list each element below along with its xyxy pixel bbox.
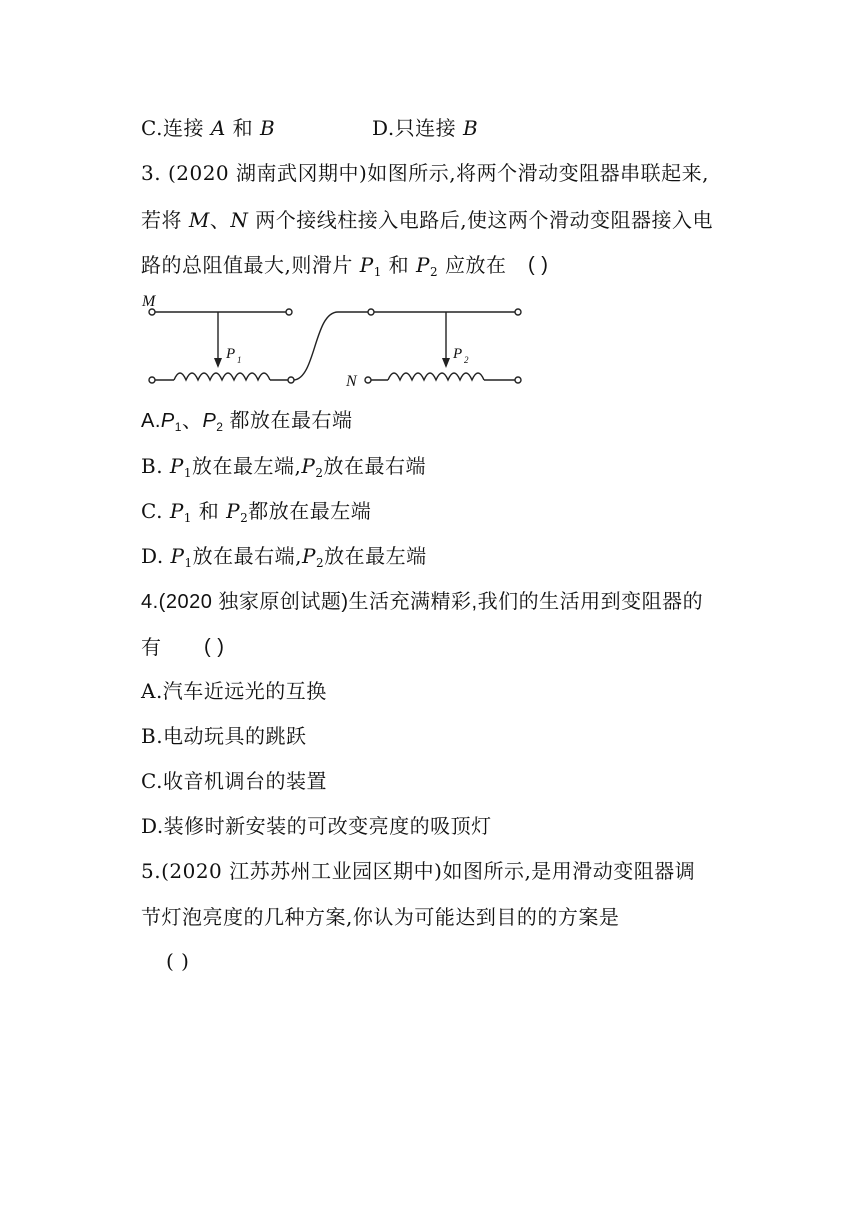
q3-option-c	[141, 498, 371, 524]
q3-option-d-p1: P	[170, 544, 185, 568]
label-p2-sub: 2	[464, 355, 469, 365]
q3-line2-sep: 、	[209, 208, 231, 232]
q3-option-c-prefix: C.	[141, 499, 170, 523]
q2-option-c-prefix: C.连接	[141, 116, 211, 140]
left-coil-left-terminal	[149, 377, 155, 383]
q3-stem-line3	[141, 252, 507, 278]
right-rheostat-coil	[388, 373, 484, 380]
q2-options-row	[141, 115, 275, 141]
q2-option-d	[372, 115, 478, 141]
right-coil-right-terminal	[515, 377, 521, 383]
q3-option-d-prefix: D.	[141, 544, 171, 568]
q3-var-p1: P	[359, 253, 374, 277]
q3-answer-paren: ( )	[528, 254, 549, 276]
q3-option-c-mid: 和	[198, 499, 227, 523]
q2-option-d-var-b: B	[463, 116, 479, 140]
q3-var-p2-sub: 2	[430, 265, 439, 279]
q4-option-c: C.收音机调台的装置	[141, 769, 327, 793]
q2-option-c-var-b: B	[259, 116, 276, 140]
q2-option-d-prefix: D.只连接	[372, 116, 464, 140]
right-bar-right-terminal	[515, 309, 521, 315]
q3-var-p1-sub: 1	[373, 265, 382, 279]
q3-option-a-p1-sub: 1	[174, 420, 182, 434]
q3-option-b-mid: 放在最左端,	[192, 454, 302, 478]
q3-var-p2: P	[416, 253, 431, 277]
q3-stem-line1: 3. (2020 湖南武冈期中)如图所示,将两个滑动变阻器串联起来,	[141, 161, 710, 185]
q3-stem-line2	[141, 207, 713, 233]
left-coil-right-terminal	[288, 377, 294, 383]
label-p1: P	[226, 346, 236, 362]
q3-option-a-p2-sub: 2	[216, 420, 224, 434]
q4-stem-line2: 有	[141, 635, 162, 659]
slider-p1-arrowhead	[214, 358, 222, 368]
q3-option-a-rest: 都放在最右端	[223, 410, 353, 432]
label-n: N	[346, 373, 357, 390]
q3-option-b	[141, 453, 426, 479]
q3-option-c-p2: P	[226, 499, 241, 523]
q4-option-a: A.汽车近远光的互换	[141, 679, 327, 703]
q3-option-b-prefix: B.	[141, 454, 170, 478]
q3-option-a-prefix: A.	[141, 410, 161, 432]
q3-option-c-p1-sub: 1	[183, 511, 192, 525]
left-rheostat-coil	[174, 373, 270, 380]
q3-line3-rest: 应放在	[438, 253, 507, 277]
q3-option-c-p2-sub: 2	[240, 511, 249, 525]
q3-option-d-mid: 放在最右端,	[192, 544, 303, 568]
q3-option-b-p1-sub: 1	[183, 466, 193, 480]
right-bar-left-terminal	[368, 309, 374, 315]
q4-answer-paren: ( )	[204, 636, 225, 658]
q3-option-b-p2: P	[301, 454, 316, 478]
slider-p2-arrowhead	[442, 358, 450, 368]
q3-circuit-figure	[138, 290, 538, 394]
q3-line3-and: 和	[381, 253, 417, 277]
q5-stem-line1: 5.(2020 江苏苏州工业园区期中)如图所示,是用滑动变阻器调	[141, 859, 696, 883]
q3-line2-prefix: 若将	[141, 208, 189, 232]
q3-option-d-rest: 放在最左端	[324, 544, 427, 568]
q3-var-m: M	[188, 208, 210, 232]
label-m: M	[142, 293, 156, 310]
q4-option-b: B.电动玩具的跳跃	[141, 724, 307, 748]
label-p2: P	[453, 346, 463, 362]
terminal-n	[365, 377, 371, 383]
q3-option-b-p2-sub: 2	[315, 466, 324, 480]
q3-option-a-p1: P	[160, 410, 175, 432]
q3-option-d-p1-sub: 1	[184, 556, 193, 570]
q3-option-d-p2-sub: 2	[315, 556, 325, 570]
q3-option-c-rest: 都放在最左端	[248, 499, 372, 523]
q2-option-c-var-a: A	[210, 116, 226, 140]
q3-option-d-p2: P	[302, 544, 316, 568]
q4-option-d: D.装修时新安装的可改变亮度的吸顶灯	[141, 814, 492, 838]
q3-line3-prefix: 路的总阻值最大,则滑片	[141, 253, 360, 277]
q3-option-a-p2: P	[202, 410, 217, 432]
q4-stem-line1: 4.(2020 独家原创试题)生活充满精彩,我们的生活用到变阻器的	[141, 591, 704, 613]
q2-option-c-and: 和	[232, 116, 260, 140]
q3-option-d	[141, 543, 427, 569]
q3-option-c-p1: P	[169, 499, 184, 523]
label-p1-sub: 1	[237, 355, 242, 365]
q3-var-n: N	[230, 208, 249, 232]
q3-option-b-p1: P	[169, 454, 184, 478]
q3-line2-rest: 两个接线柱接入电路后,使这两个滑动变阻器接入电	[248, 208, 714, 232]
q5-stem-line2: 节灯泡亮度的几种方案,你认为可能达到目的的方案是	[141, 905, 620, 929]
q3-option-a	[141, 408, 353, 434]
left-bar-right-terminal	[286, 309, 292, 315]
connecting-wire	[294, 312, 368, 380]
q5-answer-paren: ( )	[166, 949, 190, 973]
q3-option-a-sep: 、	[181, 410, 203, 432]
q3-option-b-rest: 放在最右端	[323, 454, 426, 478]
